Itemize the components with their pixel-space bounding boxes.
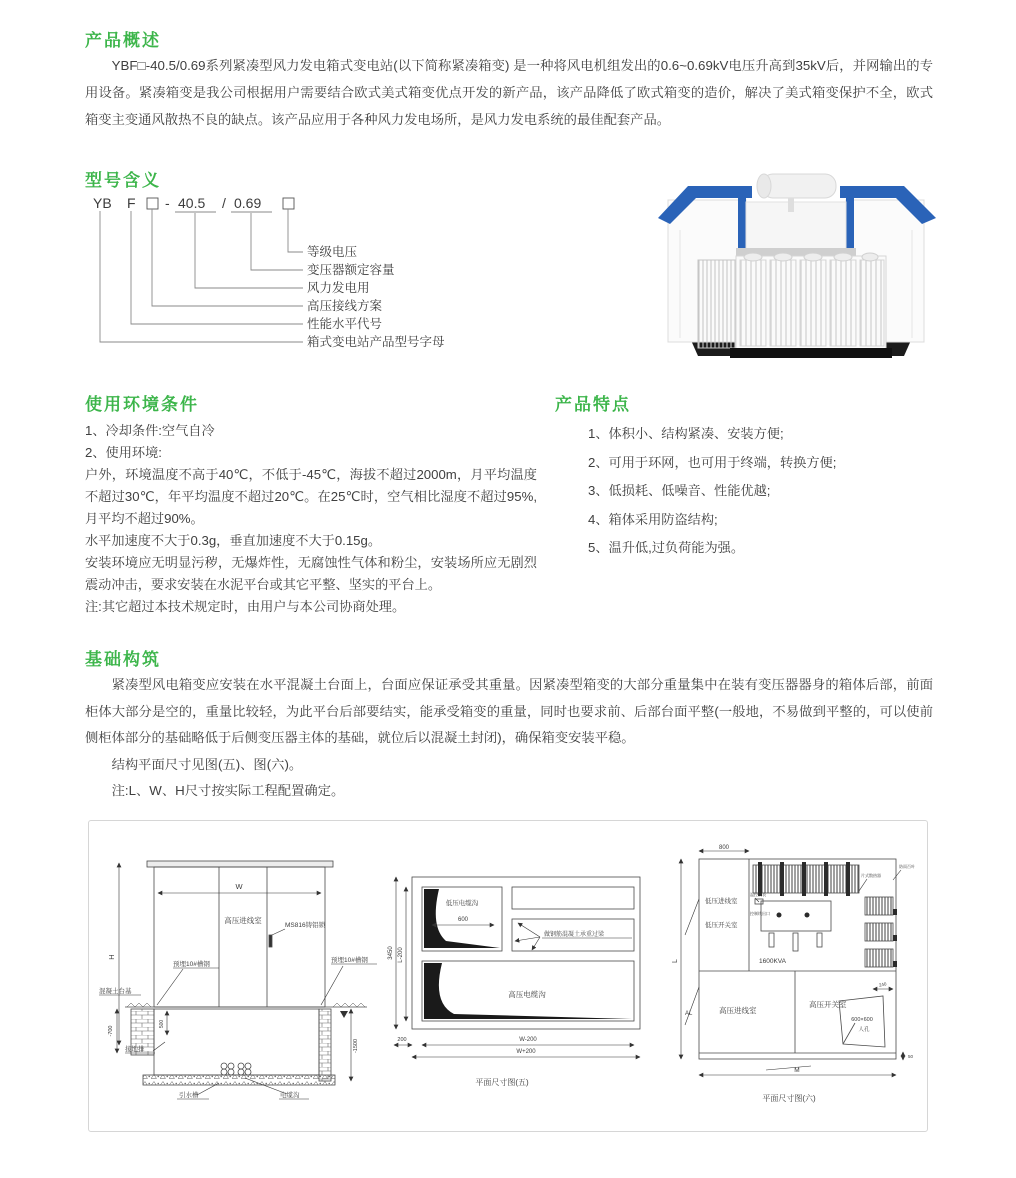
overview-body: YBF□-40.5/0.69系列紧凑型风力发电箱式变电站(以下简称紧凑箱变) 是一种将风电机组发出的0.6~0.69kV电压升高到35kV后，并网输出的专用设备。紧凑箱变是我公司根据用户需要结合欧式美式箱变优点开发的新产品，该产品降低了欧式箱变的造价，解决了美式箱变保护不全，欧式箱变主变通风散热不良的缺点。该产品应用于各种风力发电场所，是风力发电系统的最佳配套产品。 <box>85 58 933 127</box>
foundation-structure <box>125 1003 367 1085</box>
photo-transformer <box>698 253 892 358</box>
dim-l-label: L <box>672 959 679 963</box>
dimension-lines <box>99 863 377 1099</box>
dim-w-label: W <box>235 882 243 891</box>
dim-200-label: 200 <box>397 1037 407 1043</box>
environment-line: 水平加速度不大于0.3g，垂直加速度不大于0.15g。 <box>85 533 382 548</box>
hv-switch-label: 高压开关室 <box>809 1000 847 1009</box>
product-photo <box>650 160 945 365</box>
lv-switch-label: 低压开关室 <box>705 922 738 929</box>
code-part-yb: YB <box>93 195 112 211</box>
model-label-hv-scheme: 高压接线方案 <box>307 299 383 313</box>
kva-label: 1600KVA <box>759 958 786 965</box>
dim-1500-label: -1500 <box>353 1038 359 1054</box>
front-view-drawing <box>97 835 399 1123</box>
manhole-label: 人孔 <box>858 1027 870 1033</box>
ctrl-outlet-label: 控制线出口 <box>750 911 770 916</box>
lv-in-label: 低压进线室 <box>705 898 738 905</box>
channel-right-label: 预埋10#槽钢 <box>331 957 368 964</box>
model-heading: 型号含义 <box>85 171 161 190</box>
model-code-diagram <box>85 192 505 357</box>
model-labels <box>307 244 445 349</box>
foundation-body <box>85 672 933 805</box>
dim-3450-label: 3450 <box>388 946 394 960</box>
model-label-performance: 性能水平代号 <box>307 317 383 331</box>
louver-label: 防雨百叶 <box>899 864 915 869</box>
radiator-label: 片式散热器 <box>861 873 881 878</box>
channel-left-label: 预埋10#槽钢 <box>173 961 210 968</box>
code-part-405: 40.5 <box>178 195 206 211</box>
environment-line: 2、使用环境: <box>85 445 162 460</box>
code-part-f: F <box>127 195 136 211</box>
fig6-caption: 平面尺寸图(六) <box>762 1094 816 1103</box>
dim-h-label: H <box>107 954 116 960</box>
manhole-size-label: 600×600 <box>851 1017 873 1023</box>
dim-800-label: 800 <box>718 845 730 851</box>
hv-in-label: 高压进线室 <box>719 1006 757 1015</box>
features-list <box>588 420 948 563</box>
environment-line: 注:其它超过本技术规定时，由用户与本公司协商处理。 <box>85 599 406 614</box>
fig5-caption: 平面尺寸图(五) <box>475 1078 529 1087</box>
dim-500-label: 500 <box>159 1019 165 1029</box>
overview-heading: 产品概述 <box>85 31 161 50</box>
temp-gauge-label: 温控仪表 <box>750 892 766 897</box>
cable-trench-label: 电缆沟 <box>280 1092 300 1099</box>
environment-list <box>85 420 537 618</box>
foundation-para2: 结构平面尺寸见图(五)、图(六)。 <box>111 756 303 772</box>
foundation-para3: 注:L、W、H尺寸按实际工程配置确定。 <box>111 783 345 798</box>
platform-label: 混凝土台基 <box>99 988 132 995</box>
model-code-text <box>93 195 261 211</box>
hv-room-label: 高压进线室 <box>224 916 262 925</box>
dim-m-label: M <box>794 1067 800 1074</box>
drawings-panel <box>88 820 928 1132</box>
beam-note-label: 做钢筋混凝土承重过梁 <box>544 932 605 938</box>
code-part-dash: - <box>165 195 170 211</box>
code-part-069: 0.69 <box>234 195 262 211</box>
environment-line: 户外，环境温度不高于40℃，不低于-45℃，海拔不超过2000m，月平均温度不超过30℃，年平均温度不超过20℃。在25℃时，空气相比湿度不超过95%,月平均不超过90%。 <box>85 467 537 526</box>
model-label-product-letter: 箱式变电站产品型号字母 <box>307 335 445 349</box>
feature-item: 2、可用于环网，也可用于终端，转换方便; <box>588 454 837 470</box>
feature-item: 3、低损耗、低噪音、性能优越; <box>588 483 771 498</box>
feature-item: 4、箱体采用防盗结构; <box>588 511 718 527</box>
features-heading: 产品特点 <box>555 395 631 414</box>
model-label-voltage: 等级电压 <box>307 245 358 259</box>
dim-240-label: 240 <box>878 981 887 988</box>
model-label-wind: 风力发电用 <box>307 281 370 295</box>
model-label-capacity: 变压器额定容量 <box>307 263 395 277</box>
dim-l200-label: L-200 <box>398 947 404 963</box>
dim-700-label: -700 <box>108 1025 114 1037</box>
dim-w-plus-label: W+200 <box>516 1049 536 1055</box>
plan-figure-6 <box>671 839 926 1111</box>
dim-al-label: AL <box>685 1011 693 1017</box>
foundation-para1: 紧凑型风电箱变应安装在水平混凝土台面上，台面应保证承受其重量。因紧凑型箱变的大部分重量集中在装有变压器器身的箱体后部，前面柜体大部分是空的，重量比较轻，为此平台后部要结实，能承受箱变的重量，同时也要求前、后部台面平整(一般地，不易做到平整的，可以使前侧柜体部分的基础略低于后侧变压器主体的基础，就位后以混凝土封闭)，确保箱变安装平稳。 <box>85 677 933 745</box>
ground-bar-label: 接地排 <box>125 1046 145 1053</box>
dim-w-minus-label: W-200 <box>519 1037 537 1043</box>
feature-item: 5、温升低,过负荷能为强。 <box>588 540 745 555</box>
dim-50-label: 50 <box>908 1054 914 1059</box>
environment-heading: 使用环境条件 <box>85 395 199 414</box>
hv-trench-label: 高压电缆沟 <box>508 990 546 999</box>
fig5-labels <box>388 898 605 1087</box>
environment-line: 安装环境应无明显污秽，无爆炸性，无腐蚀性气体和粉尘，安装场所应无剧烈震动冲击，要求安装在水泥平台或其它平整、坚实的平台上。 <box>85 555 537 592</box>
dim-600-label: 600 <box>457 917 469 923</box>
model-code-lines <box>100 198 303 342</box>
code-part-slash: / <box>222 195 226 211</box>
environment-line: 1、冷却条件:空气自冷 <box>85 423 215 438</box>
feature-item: 1、体积小、结构紧凑、安装方便; <box>588 426 784 441</box>
foundation-heading: 基础构筑 <box>85 650 161 669</box>
drain-label: 引水槽 <box>179 1092 199 1099</box>
lock-label: MS816铸铝锁 <box>285 922 326 929</box>
lv-trench-label: 低压电缆沟 <box>445 900 479 907</box>
photo-conservator-tank <box>736 174 856 257</box>
plan-figure-5 <box>382 857 667 1097</box>
